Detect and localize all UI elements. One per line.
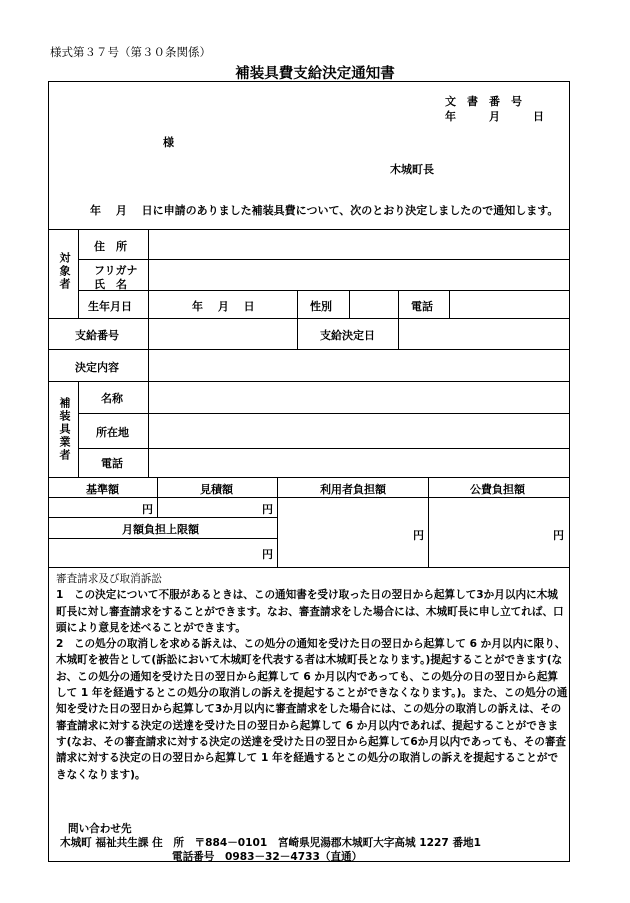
grant-number-label: 支給番号 [75,329,119,342]
user-burden-yen: 円 [413,529,424,542]
rule-vendor-side [78,381,79,477]
document-title: 補装具費支給決定通知書 [235,66,395,82]
appeal-notes [56,571,568,783]
rule-amount-header-bottom [48,497,570,498]
decision-content-label: 決定内容 [75,361,119,374]
document-number-label: 文 書 番 号 [445,95,522,108]
contact-label: 問い合わせ先 [68,823,132,835]
base-amount-yen: 円 [142,503,153,516]
appeal-note-2: 2 この処分の取消しを求める訴えは、この処分の通知を受けた日の翌日から起算して 6 か月以内に限り、木城町を被告として(訴訟において木城町を代表する者は木城町長となります。)提起することができます(なお、この処分の通知を受けた日の翌日から起算して 6 か月以内であっても、この処分の日の翌日から起算して 1 年を経過するとこの処分の取消しの訴えを提起することができなくなります。)。また、この処分の通知を受けた日の翌日から起算して3か月以内に審査請求をした場合には、この処分の取消しの訴えは、その審査請求に対する決定の送達を受けた日の翌日から起算して 6 か月以内であれば、提起することができます(なお、その審査請求に対する決定の送達を受けた日の翌日から起算して6か月以内であっても、その審査請求に対する決定の日の翌日から起算して 1 年を経過するとこの処分の取消しの訴えを提起することができなくなります)。 [56,638,568,781]
rule-phone-right [449,290,450,318]
rule-label-column [148,229,149,477]
contact-address: 木城町 福祉共生課 住 所 〒884－0101 宮崎県児湯郡木城町大字高城 1227 番地1 [60,837,482,849]
rule-grant-bottom [48,349,570,350]
form-number-label: 様式第３７号（第３０条関係） [50,45,211,59]
vendor-section-label: 補装具業者 [58,397,71,462]
rule-base-amount-bottom [48,517,277,518]
public-burden-label: 公費負担額 [470,483,525,496]
rule-name-bottom [78,290,570,291]
vendor-phone-label: 電話 [101,457,123,470]
contact-phone: 電話番号 0983－32－4733（直通） [172,851,363,863]
user-burden-label: 利用者負担額 [320,483,386,496]
monthly-cap-yen: 円 [262,548,273,561]
addressee-suffix: 様 [163,136,174,149]
rule-content-bottom [48,381,570,382]
monthly-cap-label: 月額負担上限額 [122,523,199,536]
appeal-notes-heading: 審査請求及び取消訴訟 [56,573,162,585]
sex-label: 性別 [310,300,332,313]
rule-user-burden-left [277,477,278,567]
rule-subject-side [78,229,79,318]
dob-placeholder: 年 月 日 [192,300,255,313]
vendor-location-label: 所在地 [96,426,129,439]
base-amount-label: 基準額 [86,483,119,496]
rule-sex-right [349,290,350,318]
rule-vendor-name-bottom [78,413,570,414]
name-label: 氏 名 [94,278,127,291]
vendor-name-label: 名称 [101,392,123,405]
furigana-label: フリガナ [94,264,138,277]
grant-date-label: 支給決定日 [320,329,375,342]
rule-phone-left [398,290,399,349]
rule-vendor-location-bottom [78,448,570,449]
rule-vendor-bottom [48,477,570,478]
rule-cap-label-bottom [48,538,277,539]
rule-sex-left [297,290,298,349]
estimate-amount-yen: 円 [262,503,273,516]
rule-base-estimate-divider [157,477,158,517]
public-burden-yen: 円 [553,529,564,542]
appeal-note-1: 1 この決定について不服があるときは、この通知書を受け取った日の翌日から起算して3か月以内に木城町長に対し審査請求をすることができます。なお、審査請求をした場合には、木城町長に申し立てれば、口頭により意見を述べることができます。 [56,589,564,634]
address-label: 住 所 [94,240,127,253]
phone-label: 電話 [411,300,433,313]
estimate-amount-label: 見積額 [200,483,233,496]
sender-name: 木城町長 [390,163,434,176]
rule-header-bottom [48,229,570,230]
issue-date-label: 年 月 日 [445,110,544,123]
dob-label: 生年月日 [88,300,132,313]
rule-amounts-bottom [48,567,570,568]
rule-subject-bottom [48,318,570,319]
rule-public-burden-left [428,477,429,567]
subject-section-label: 対象者 [58,252,71,291]
intro-sentence: 年 月 日に申請のありました補装具費について、次のとおり決定しましたので通知します。 [90,204,559,217]
rule-address-bottom [78,259,570,260]
